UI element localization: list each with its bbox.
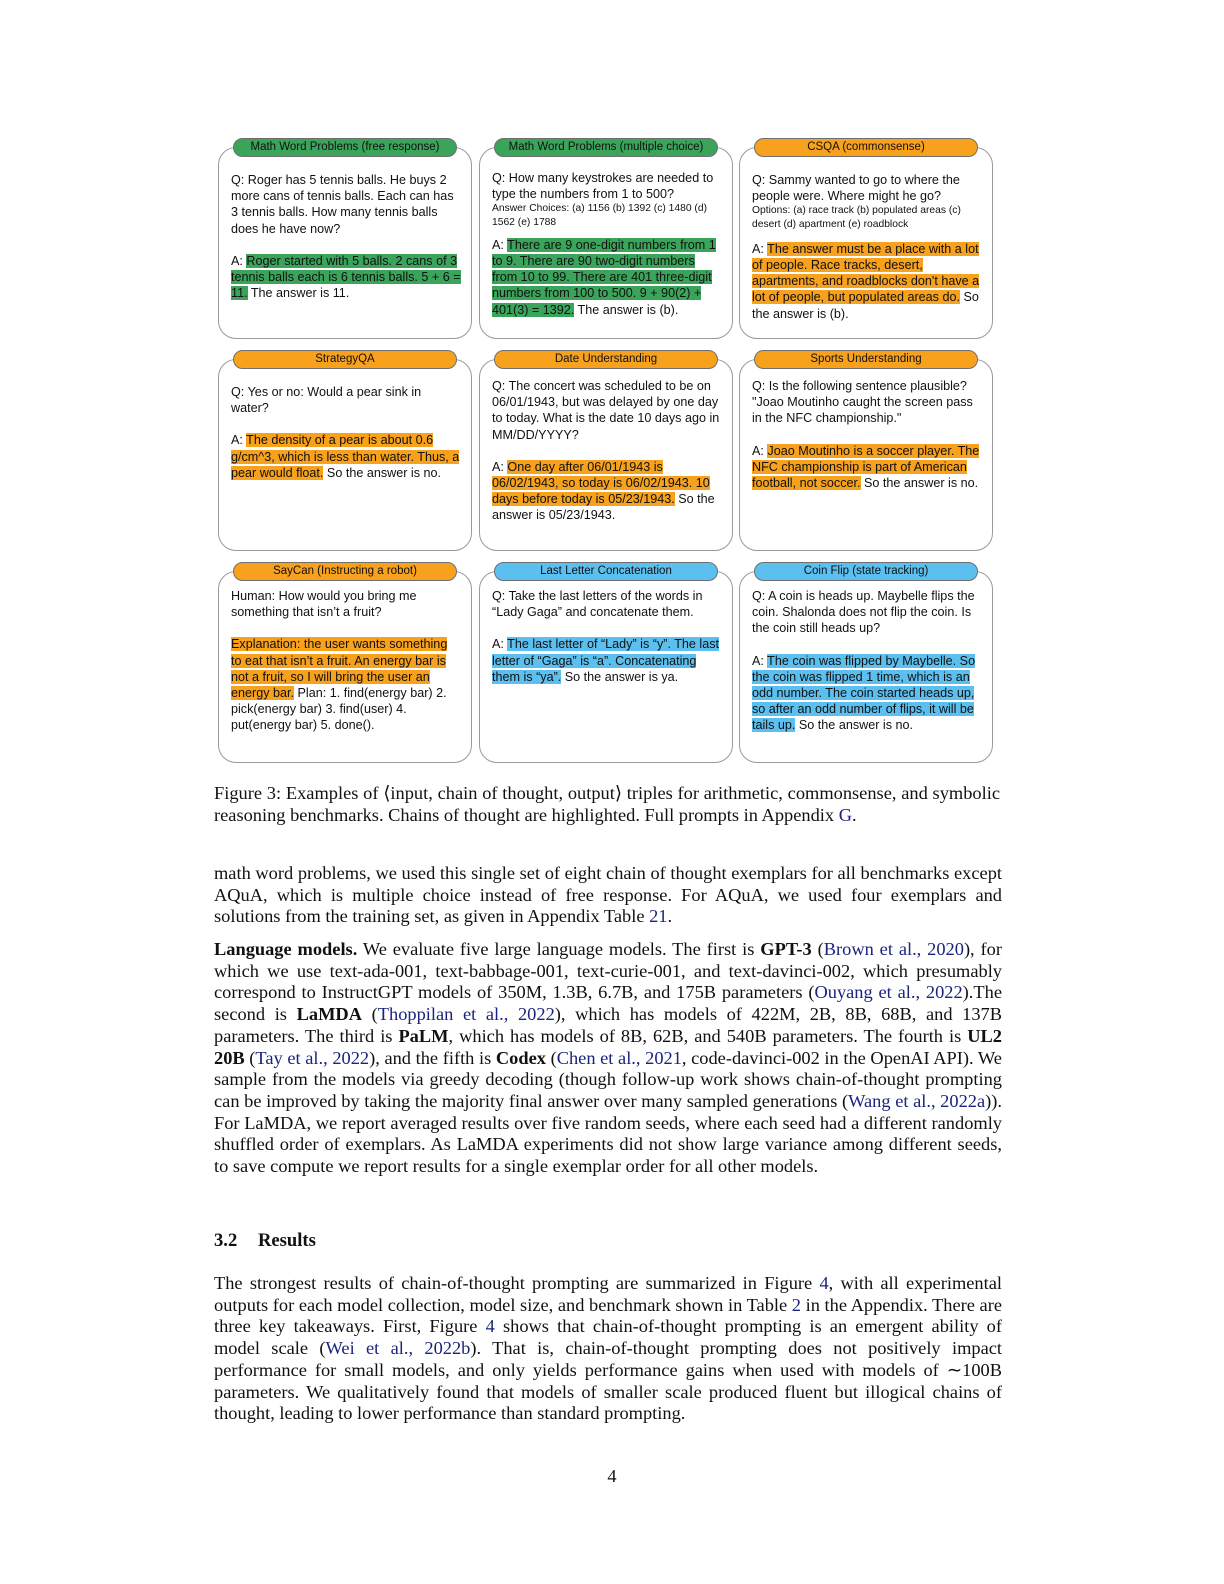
citation-link[interactable]: Ouyang et al., 2022 [814, 982, 963, 1003]
example-card-sports [739, 353, 993, 551]
card-tag: Sports Understanding [754, 350, 978, 369]
card-tag: StrategyQA [233, 350, 457, 369]
example-card-csqa [739, 141, 993, 339]
card-question: Q: Sammy wanted to go to where the people were. Where might he go? [752, 173, 960, 204]
card-tag: SayCan (Instructing a robot) [233, 562, 457, 581]
card-answer: A: The answer must be a place with a lot of people. Race tracks, desert, apartments, and roadblocks don't have a lot of people, but populated areas do. So the answer is (b). [752, 241, 980, 321]
card-tag: Math Word Problems (multiple choice) [494, 138, 718, 157]
example-card-coin-flip [739, 565, 993, 763]
chain-of-thought-highlight: One day after 06/01/1943 is 06/02/1943, so today is 06/02/1943. 10 days before today is 05/23/1943. [492, 459, 710, 507]
appendix-link[interactable]: G [838, 805, 852, 825]
card-tag: Last Letter Concatenation [494, 562, 718, 581]
citation-link[interactable]: Wei et al., 2022b [325, 1338, 471, 1359]
card-tag: Coin Flip (state tracking) [754, 562, 978, 581]
example-card-strategyqa [218, 353, 472, 551]
card-question: Q: How many keystrokes are needed to type the numbers from 1 to 500? [492, 171, 714, 202]
example-card-math-mc [479, 141, 733, 339]
page-number: 4 [607, 1466, 617, 1486]
card-question: Q: Roger has 5 tennis balls. He buys 2 more cans of tennis balls. Each can has 3 tennis balls. How many tennis balls does he have now? [231, 173, 454, 236]
figure-link[interactable]: 4 [485, 1316, 495, 1337]
card-answer: Explanation: the user wants something to eat that isn’t a fruit. An energy bar is not a fruit, so I will bring the user an energy bar. Plan: 1. find(energy bar) 2. pick(energy bar) 3. find(user) 4. put(energy bar) 5. done(). [231, 637, 448, 733]
chain-of-thought-highlight: The density of a pear is about 0.6 g/cm^3, which is less than water. Thus, a pear would float. [231, 433, 460, 480]
paragraph-lead: Language models. [214, 939, 358, 959]
section-heading: 3.2 Results [214, 1230, 316, 1251]
card-tag: CSQA (commonsense) [754, 138, 978, 157]
card-options: Options: (a) race track (b) populated areas (c) desert (d) apartment (e) roadblock [752, 205, 961, 230]
card-question: Q: Take the last letters of the words in “Lady Gaga” and concatenate them. [492, 589, 703, 620]
chain-of-thought-highlight: Joao Moutinho is a soccer player. The NFC championship is part of American football, not soccer. [752, 443, 980, 491]
card-answer: A: There are 9 one-digit numbers from 1 to 9. There are 90 two-digit numbers from 10 to 99. There are 401 three-digit numbers from 100 to 500. 9 + 90(2) + 401(3) = 1392. The answer is (b). [492, 237, 716, 317]
example-card-last-letter [479, 565, 733, 763]
chain-of-thought-highlight: Roger started with 5 balls. 2 cans of 3 tennis balls each is 6 tennis balls. 5 + 6 = 11. [231, 253, 461, 301]
chain-of-thought-highlight: The answer must be a place with a lot of people. Race tracks, desert, apartments, and roadblocks don't have a lot of people, but populated areas do. [752, 241, 980, 305]
figure-3 [218, 141, 998, 763]
card-tag: Math Word Problems (free response) [233, 138, 457, 157]
card-tag: Date Understanding [494, 350, 718, 369]
table-link[interactable]: 2 [791, 1294, 801, 1315]
chain-of-thought-highlight: The coin was flipped by Maybelle. So the coin was flipped 1 time, which is an odd number. The coin started heads up, so after an odd number of flips, it will be tails up. [752, 653, 976, 733]
example-card-saycan [218, 565, 472, 763]
card-question: Q: Yes or no: Would a pear sink in water? [231, 385, 422, 416]
chain-of-thought-highlight: There are 9 one-digit numbers from 1 to 9. There are 90 two-digit numbers from 10 to 99. There are 401 three-digit numbers from 100 to 500. 9 + 90(2) + 401(3) = 1392. [492, 237, 716, 317]
results-paragraph: The strongest results of chain-of-thought prompting are summarized in Figure 4, with all experimental outputs for each model collection, model size, and benchmark shown in Table 2 in the Appendix. There are three key takeaways. First, Figure 4 shows that chain-of-thought prompting is an emergent ability of model scale (Wei et al., 2022b). That is, chain-of-thought prompting does not positively impact performance for small models, and only yields performance gains when used with models of ∼100B parameters. We qualitatively found that models of smaller scale produced fluent but illogical chains of thought, leading to lower performance than standard prompting. [214, 1273, 1003, 1424]
card-question: Q: A coin is heads up. Maybelle flips the coin. Shalonda does not flip the coin. Is the coin still heads up? [752, 589, 975, 636]
citation-link[interactable]: Chen et al., 2021 [556, 1047, 682, 1068]
body-paragraph: math word problems, we used this single set of eight chain of thought exemplars for all benchmarks except AQuA, which is multiple choice instead of free response. For AQuA, we used four exemplars and solutions from the training set, as given in Appendix Table 21. [214, 863, 1002, 927]
citation-link[interactable]: Thoppilan et al., 2022 [377, 1004, 555, 1025]
card-question: Q: Is the following sentence plausible? "Joao Moutinho caught the screen pass in the NFC championship." [752, 379, 973, 426]
citation-link[interactable]: Brown et al., 2020 [823, 939, 964, 959]
citation-link[interactable]: Wang et al., 2022a [848, 1090, 986, 1111]
card-answer: A: The last letter of “Lady” is “y”. The last letter of “Gaga” is “a”. Concatenating them is “ya”. So the answer is ya. [492, 637, 720, 684]
card-answer: A: The coin was flipped by Maybelle. So the coin was flipped 1 time, which is an odd number. The coin started heads up, so after an odd number of flips, it will be tails up. So the answer is no. [752, 653, 976, 733]
figure-caption: Figure 3: Examples of ⟨input, chain of thought, output⟩ triples for arithmetic, commonsense, and symbolic reasoning benchmarks. Chains of thought are highlighted. Full prompts in Appendix G. [214, 783, 1000, 825]
card-answer: A: The density of a pear is about 0.6 g/cm^3, which is less than water. Thus, a pear would float. So the answer is no. [231, 433, 460, 480]
table-link[interactable]: 21 [649, 906, 668, 927]
example-card-date [479, 353, 733, 551]
card-question: Human: How would you bring me something that isn’t a fruit? [231, 589, 417, 620]
chain-of-thought-highlight: The last letter of “Lady” is “y”. The last letter of “Gaga” is “a”. Concatenating them is “ya”. [492, 637, 720, 684]
example-card-math-free [218, 141, 472, 339]
figure-link[interactable]: 4 [819, 1273, 829, 1293]
card-answer: A: Joao Moutinho is a soccer player. The NFC championship is part of American football, not soccer. So the answer is no. [752, 443, 980, 491]
card-answer: A: Roger started with 5 balls. 2 cans of 3 tennis balls each is 6 tennis balls. 5 + 6 = 11. The answer is 11. [231, 253, 461, 301]
language-models-paragraph: Language models. We evaluate five large language models. The first is GPT-3 (Brown et al., 2020), for which we use text-ada-001, text-babbage-001, text-curie-001, and text-davinci-002, which presumably correspond to InstructGPT models of 350M, 1.3B, 6.7B, and 175B parameters (Ouyang et al., 2022).The second is LaMDA (Thoppilan et al., 2022), which has models of 422M, 2B, 8B, 68B, and 137B parameters. The third is PaLM, which has models of 8B, 62B, and 540B parameters. The fourth is UL2 20B (Tay et al., 2022), and the fifth is Codex (Chen et al., 2021, code-davinci-002 in the OpenAI API). We sample from the models via greedy decoding (though follow-up work shows chain-of-thought prompting can be improved by taking the majority final answer over many sampled generations (Wang et al., 2022a)). For LaMDA, we report averaged results over five random seeds, where each seed had a different randomly shuffled order of exemplars. As LaMDA experiments did not show large variance among different seeds, to save compute we report results for a single exemplar order for all other models. [214, 939, 1003, 1177]
citation-link[interactable]: Tay et al., 2022 [255, 1047, 370, 1068]
card-options: Answer Choices: (a) 1156 (b) 1392 (c) 1480 (d) 1562 (e) 1788 [492, 203, 707, 228]
card-answer: A: One day after 06/01/1943 is 06/02/1943, so today is 06/02/1943. 10 days before today is 05/23/1943. So the answer is 05/23/1943. [492, 459, 715, 523]
chain-of-thought-highlight: Explanation: the user wants something to eat that isn’t a fruit. An energy bar is not a fruit, so I will bring the user an energy bar. [231, 637, 448, 701]
card-question: Q: The concert was scheduled to be on 06/01/1943, but was delayed by one day to today. What is the date 10 days ago in MM/DD/YYYY? [492, 379, 720, 442]
